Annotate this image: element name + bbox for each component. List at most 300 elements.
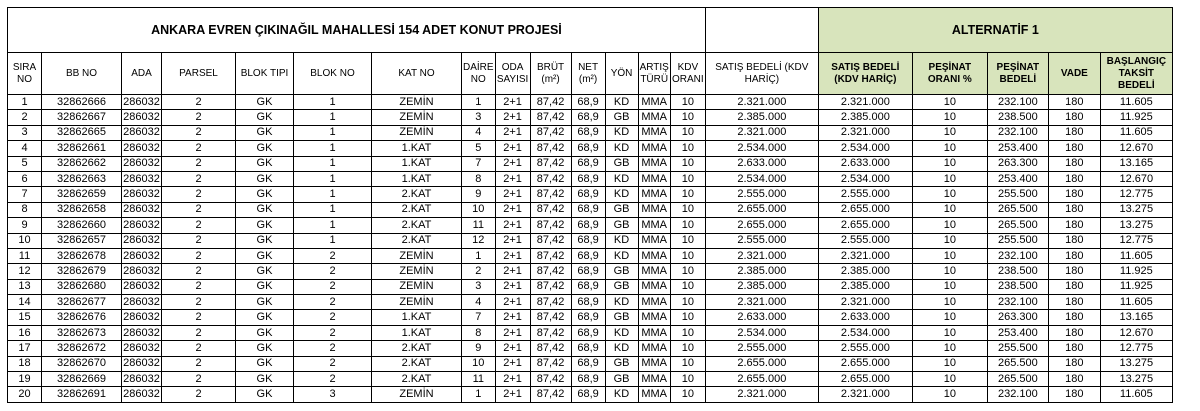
housing-price-table bbox=[7, 7, 1173, 403]
cell-artis-turu: MMA bbox=[638, 356, 670, 371]
cell-yon: GB bbox=[605, 356, 638, 371]
cell-net-m2: 68,9 bbox=[571, 341, 605, 356]
cell-ada: 286032 bbox=[122, 310, 162, 325]
cell-yon: KD bbox=[605, 325, 638, 340]
cell-satis-bedeli: 2.633.000 bbox=[705, 156, 818, 171]
cell-brut-m2: 87,42 bbox=[530, 387, 571, 402]
cell-yon: KD bbox=[605, 125, 638, 140]
cell-satis-bedeli: 2.385.000 bbox=[705, 279, 818, 294]
cell-pesinat-orani: 10 bbox=[912, 264, 987, 279]
cell-brut-m2: 87,42 bbox=[530, 372, 571, 387]
cell-kat-no: 2.KAT bbox=[372, 218, 462, 233]
cell-parsel: 2 bbox=[162, 341, 236, 356]
cell-sira-no: 4 bbox=[8, 141, 42, 156]
header-sira-no: SIRA NO bbox=[8, 53, 42, 95]
cell-bb-no: 32862669 bbox=[42, 372, 122, 387]
cell-baslangic-taksit-bedeli: 13.275 bbox=[1100, 372, 1172, 387]
cell-artis-turu: MMA bbox=[638, 171, 670, 186]
cell-blok-tipi: GK bbox=[236, 202, 294, 217]
cell-vade: 180 bbox=[1048, 156, 1100, 171]
cell-blok-tipi: GK bbox=[236, 279, 294, 294]
cell-pesinat-bedeli: 265.500 bbox=[987, 372, 1048, 387]
cell-oda-sayisi: 2+1 bbox=[495, 218, 530, 233]
cell-oda-sayisi: 2+1 bbox=[495, 202, 530, 217]
cell-kat-no: 1.KAT bbox=[372, 156, 462, 171]
cell-ada: 286032 bbox=[122, 233, 162, 248]
cell-baslangic-taksit-bedeli: 13.275 bbox=[1100, 202, 1172, 217]
cell-kat-no: 1.KAT bbox=[372, 325, 462, 340]
cell-net-m2: 68,9 bbox=[571, 372, 605, 387]
cell-vade: 180 bbox=[1048, 341, 1100, 356]
cell-alt-satis-bedeli: 2.633.000 bbox=[818, 156, 912, 171]
cell-parsel: 2 bbox=[162, 387, 236, 402]
table-row bbox=[8, 171, 1173, 186]
cell-baslangic-taksit-bedeli: 12.670 bbox=[1100, 325, 1172, 340]
cell-ada: 286032 bbox=[122, 110, 162, 125]
cell-artis-turu: MMA bbox=[638, 325, 670, 340]
cell-satis-bedeli: 2.385.000 bbox=[705, 264, 818, 279]
cell-yon: KD bbox=[605, 387, 638, 402]
table-row bbox=[8, 156, 1173, 171]
table-row bbox=[8, 356, 1173, 371]
cell-blok-no: 1 bbox=[294, 202, 372, 217]
cell-bb-no: 32862660 bbox=[42, 218, 122, 233]
cell-pesinat-bedeli: 263.300 bbox=[987, 310, 1048, 325]
cell-baslangic-taksit-bedeli: 12.775 bbox=[1100, 187, 1172, 202]
cell-sira-no: 7 bbox=[8, 187, 42, 202]
cell-parsel: 2 bbox=[162, 171, 236, 186]
cell-ada: 286032 bbox=[122, 264, 162, 279]
cell-kat-no: 1.KAT bbox=[372, 141, 462, 156]
cell-parsel: 2 bbox=[162, 264, 236, 279]
cell-pesinat-orani: 10 bbox=[912, 387, 987, 402]
cell-ada: 286032 bbox=[122, 95, 162, 110]
table-row bbox=[8, 187, 1173, 202]
cell-bb-no: 32862678 bbox=[42, 248, 122, 263]
cell-sira-no: 5 bbox=[8, 156, 42, 171]
cell-baslangic-taksit-bedeli: 11.605 bbox=[1100, 387, 1172, 402]
cell-daire-no: 9 bbox=[462, 187, 496, 202]
cell-bb-no: 32862670 bbox=[42, 356, 122, 371]
cell-yon: KD bbox=[605, 95, 638, 110]
cell-satis-bedeli: 2.321.000 bbox=[705, 295, 818, 310]
cell-ada: 286032 bbox=[122, 341, 162, 356]
cell-pesinat-orani: 10 bbox=[912, 187, 987, 202]
cell-brut-m2: 87,42 bbox=[530, 141, 571, 156]
cell-daire-no: 4 bbox=[462, 125, 496, 140]
table-row bbox=[8, 341, 1173, 356]
cell-yon: KD bbox=[605, 248, 638, 263]
cell-sira-no: 8 bbox=[8, 202, 42, 217]
cell-pesinat-orani: 10 bbox=[912, 156, 987, 171]
cell-vade: 180 bbox=[1048, 279, 1100, 294]
cell-oda-sayisi: 2+1 bbox=[495, 325, 530, 340]
header-bb-no: BB NO bbox=[42, 53, 122, 95]
cell-bb-no: 32862658 bbox=[42, 202, 122, 217]
cell-kdv-orani: 10 bbox=[670, 110, 705, 125]
cell-blok-no: 1 bbox=[294, 233, 372, 248]
cell-daire-no: 7 bbox=[462, 156, 496, 171]
cell-artis-turu: MMA bbox=[638, 341, 670, 356]
cell-kat-no: 2.KAT bbox=[372, 372, 462, 387]
cell-blok-no: 2 bbox=[294, 341, 372, 356]
cell-parsel: 2 bbox=[162, 372, 236, 387]
cell-satis-bedeli: 2.555.000 bbox=[705, 341, 818, 356]
table-row bbox=[8, 295, 1173, 310]
cell-daire-no: 1 bbox=[462, 248, 496, 263]
cell-baslangic-taksit-bedeli: 12.775 bbox=[1100, 233, 1172, 248]
cell-brut-m2: 87,42 bbox=[530, 156, 571, 171]
cell-yon: KD bbox=[605, 141, 638, 156]
cell-brut-m2: 87,42 bbox=[530, 325, 571, 340]
cell-brut-m2: 87,42 bbox=[530, 356, 571, 371]
cell-sira-no: 19 bbox=[8, 372, 42, 387]
cell-sira-no: 13 bbox=[8, 279, 42, 294]
cell-blok-no: 1 bbox=[294, 95, 372, 110]
cell-alt-satis-bedeli: 2.321.000 bbox=[818, 125, 912, 140]
cell-daire-no: 11 bbox=[462, 218, 496, 233]
cell-yon: KD bbox=[605, 171, 638, 186]
cell-oda-sayisi: 2+1 bbox=[495, 341, 530, 356]
header-parsel: PARSEL bbox=[162, 53, 236, 95]
cell-baslangic-taksit-bedeli: 11.605 bbox=[1100, 125, 1172, 140]
cell-kdv-orani: 10 bbox=[670, 187, 705, 202]
cell-brut-m2: 87,42 bbox=[530, 310, 571, 325]
cell-brut-m2: 87,42 bbox=[530, 279, 571, 294]
cell-blok-tipi: GK bbox=[236, 233, 294, 248]
cell-pesinat-bedeli: 232.100 bbox=[987, 248, 1048, 263]
cell-alt-satis-bedeli: 2.534.000 bbox=[818, 171, 912, 186]
cell-satis-bedeli: 2.321.000 bbox=[705, 387, 818, 402]
cell-pesinat-orani: 10 bbox=[912, 279, 987, 294]
cell-kdv-orani: 10 bbox=[670, 141, 705, 156]
cell-sira-no: 2 bbox=[8, 110, 42, 125]
cell-vade: 180 bbox=[1048, 356, 1100, 371]
cell-pesinat-bedeli: 232.100 bbox=[987, 295, 1048, 310]
table-row bbox=[8, 372, 1173, 387]
cell-ada: 286032 bbox=[122, 325, 162, 340]
cell-daire-no: 1 bbox=[462, 387, 496, 402]
cell-pesinat-orani: 10 bbox=[912, 218, 987, 233]
table-row bbox=[8, 110, 1173, 125]
cell-kat-no: 2.KAT bbox=[372, 233, 462, 248]
cell-kat-no: ZEMİN bbox=[372, 387, 462, 402]
cell-blok-no: 2 bbox=[294, 372, 372, 387]
cell-artis-turu: MMA bbox=[638, 372, 670, 387]
cell-sira-no: 20 bbox=[8, 387, 42, 402]
cell-baslangic-taksit-bedeli: 11.925 bbox=[1100, 264, 1172, 279]
cell-artis-turu: MMA bbox=[638, 95, 670, 110]
cell-bb-no: 32862663 bbox=[42, 171, 122, 186]
cell-satis-bedeli: 2.534.000 bbox=[705, 325, 818, 340]
project-title: ANKARA EVREN ÇIKINAĞIL MAHALLESİ 154 ADET KONUT PROJESİ bbox=[8, 8, 706, 53]
cell-blok-tipi: GK bbox=[236, 341, 294, 356]
cell-ada: 286032 bbox=[122, 141, 162, 156]
cell-pesinat-bedeli: 232.100 bbox=[987, 95, 1048, 110]
cell-daire-no: 2 bbox=[462, 264, 496, 279]
cell-brut-m2: 87,42 bbox=[530, 110, 571, 125]
cell-baslangic-taksit-bedeli: 13.275 bbox=[1100, 356, 1172, 371]
cell-alt-satis-bedeli: 2.633.000 bbox=[818, 310, 912, 325]
title-row bbox=[8, 8, 1173, 53]
cell-pesinat-bedeli: 255.500 bbox=[987, 187, 1048, 202]
cell-baslangic-taksit-bedeli: 12.670 bbox=[1100, 171, 1172, 186]
cell-daire-no: 5 bbox=[462, 141, 496, 156]
cell-baslangic-taksit-bedeli: 13.165 bbox=[1100, 156, 1172, 171]
cell-sira-no: 16 bbox=[8, 325, 42, 340]
cell-alt-satis-bedeli: 2.321.000 bbox=[818, 248, 912, 263]
cell-blok-tipi: GK bbox=[236, 325, 294, 340]
cell-blok-tipi: GK bbox=[236, 356, 294, 371]
cell-blok-tipi: GK bbox=[236, 95, 294, 110]
cell-vade: 180 bbox=[1048, 125, 1100, 140]
cell-parsel: 2 bbox=[162, 125, 236, 140]
cell-pesinat-bedeli: 265.500 bbox=[987, 218, 1048, 233]
cell-net-m2: 68,9 bbox=[571, 387, 605, 402]
cell-pesinat-orani: 10 bbox=[912, 295, 987, 310]
cell-vade: 180 bbox=[1048, 187, 1100, 202]
cell-satis-bedeli: 2.655.000 bbox=[705, 372, 818, 387]
cell-blok-tipi: GK bbox=[236, 248, 294, 263]
cell-ada: 286032 bbox=[122, 248, 162, 263]
cell-kat-no: ZEMİN bbox=[372, 295, 462, 310]
header-alt-satis-bedeli: SATIŞ BEDELİ (KDV HARİÇ) bbox=[818, 53, 912, 95]
cell-kat-no: 2.KAT bbox=[372, 187, 462, 202]
cell-yon: KD bbox=[605, 295, 638, 310]
cell-pesinat-orani: 10 bbox=[912, 233, 987, 248]
cell-bb-no: 32862680 bbox=[42, 279, 122, 294]
cell-pesinat-bedeli: 253.400 bbox=[987, 325, 1048, 340]
header-net-m2: NET (m²) bbox=[571, 53, 605, 95]
header-blok-tipi: BLOK TIPI bbox=[236, 53, 294, 95]
cell-yon: GB bbox=[605, 156, 638, 171]
cell-kdv-orani: 10 bbox=[670, 125, 705, 140]
cell-parsel: 2 bbox=[162, 95, 236, 110]
cell-daire-no: 1 bbox=[462, 95, 496, 110]
table-row bbox=[8, 325, 1173, 340]
cell-yon: KD bbox=[605, 341, 638, 356]
cell-artis-turu: MMA bbox=[638, 218, 670, 233]
cell-oda-sayisi: 2+1 bbox=[495, 295, 530, 310]
cell-brut-m2: 87,42 bbox=[530, 202, 571, 217]
cell-pesinat-orani: 10 bbox=[912, 171, 987, 186]
cell-blok-no: 1 bbox=[294, 125, 372, 140]
cell-ada: 286032 bbox=[122, 156, 162, 171]
cell-bb-no: 32862672 bbox=[42, 341, 122, 356]
table-row bbox=[8, 279, 1173, 294]
cell-kdv-orani: 10 bbox=[670, 325, 705, 340]
cell-parsel: 2 bbox=[162, 233, 236, 248]
cell-blok-tipi: GK bbox=[236, 187, 294, 202]
cell-parsel: 2 bbox=[162, 187, 236, 202]
cell-brut-m2: 87,42 bbox=[530, 171, 571, 186]
cell-oda-sayisi: 2+1 bbox=[495, 387, 530, 402]
cell-net-m2: 68,9 bbox=[571, 141, 605, 156]
cell-artis-turu: MMA bbox=[638, 295, 670, 310]
cell-brut-m2: 87,42 bbox=[530, 264, 571, 279]
cell-satis-bedeli: 2.655.000 bbox=[705, 202, 818, 217]
cell-kdv-orani: 10 bbox=[670, 295, 705, 310]
cell-satis-bedeli: 2.555.000 bbox=[705, 233, 818, 248]
cell-artis-turu: MMA bbox=[638, 248, 670, 263]
cell-kdv-orani: 10 bbox=[670, 156, 705, 171]
cell-artis-turu: MMA bbox=[638, 279, 670, 294]
cell-daire-no: 10 bbox=[462, 356, 496, 371]
cell-vade: 180 bbox=[1048, 202, 1100, 217]
cell-pesinat-bedeli: 255.500 bbox=[987, 233, 1048, 248]
cell-blok-no: 2 bbox=[294, 264, 372, 279]
cell-parsel: 2 bbox=[162, 279, 236, 294]
cell-alt-satis-bedeli: 2.321.000 bbox=[818, 95, 912, 110]
cell-ada: 286032 bbox=[122, 387, 162, 402]
cell-bb-no: 32862659 bbox=[42, 187, 122, 202]
cell-alt-satis-bedeli: 2.655.000 bbox=[818, 218, 912, 233]
header-ada: ADA bbox=[122, 53, 162, 95]
cell-alt-satis-bedeli: 2.385.000 bbox=[818, 110, 912, 125]
header-daire-no: DAİRE NO bbox=[462, 53, 496, 95]
cell-kat-no: 2.KAT bbox=[372, 202, 462, 217]
cell-blok-tipi: GK bbox=[236, 310, 294, 325]
cell-blok-no: 1 bbox=[294, 141, 372, 156]
cell-kat-no: 2.KAT bbox=[372, 356, 462, 371]
cell-yon: GB bbox=[605, 202, 638, 217]
cell-baslangic-taksit-bedeli: 12.775 bbox=[1100, 341, 1172, 356]
cell-brut-m2: 87,42 bbox=[530, 295, 571, 310]
cell-blok-tipi: GK bbox=[236, 218, 294, 233]
cell-oda-sayisi: 2+1 bbox=[495, 279, 530, 294]
cell-yon: GB bbox=[605, 372, 638, 387]
cell-artis-turu: MMA bbox=[638, 125, 670, 140]
cell-oda-sayisi: 2+1 bbox=[495, 264, 530, 279]
cell-bb-no: 32862665 bbox=[42, 125, 122, 140]
cell-satis-bedeli: 2.655.000 bbox=[705, 218, 818, 233]
cell-artis-turu: MMA bbox=[638, 156, 670, 171]
cell-pesinat-orani: 10 bbox=[912, 341, 987, 356]
cell-vade: 180 bbox=[1048, 325, 1100, 340]
cell-vade: 180 bbox=[1048, 264, 1100, 279]
cell-blok-no: 2 bbox=[294, 279, 372, 294]
cell-artis-turu: MMA bbox=[638, 202, 670, 217]
cell-kat-no: ZEMİN bbox=[372, 264, 462, 279]
table-row bbox=[8, 125, 1173, 140]
cell-daire-no: 7 bbox=[462, 310, 496, 325]
cell-oda-sayisi: 2+1 bbox=[495, 310, 530, 325]
cell-net-m2: 68,9 bbox=[571, 125, 605, 140]
cell-net-m2: 68,9 bbox=[571, 279, 605, 294]
cell-kat-no: 1.KAT bbox=[372, 171, 462, 186]
cell-oda-sayisi: 2+1 bbox=[495, 156, 530, 171]
cell-pesinat-orani: 10 bbox=[912, 125, 987, 140]
cell-ada: 286032 bbox=[122, 125, 162, 140]
cell-sira-no: 15 bbox=[8, 310, 42, 325]
cell-kdv-orani: 10 bbox=[670, 372, 705, 387]
cell-yon: GB bbox=[605, 110, 638, 125]
cell-blok-tipi: GK bbox=[236, 387, 294, 402]
cell-bb-no: 32862677 bbox=[42, 295, 122, 310]
cell-oda-sayisi: 2+1 bbox=[495, 372, 530, 387]
cell-yon: KD bbox=[605, 233, 638, 248]
cell-brut-m2: 87,42 bbox=[530, 248, 571, 263]
cell-pesinat-orani: 10 bbox=[912, 141, 987, 156]
cell-brut-m2: 87,42 bbox=[530, 125, 571, 140]
cell-kdv-orani: 10 bbox=[670, 171, 705, 186]
table-row bbox=[8, 141, 1173, 156]
cell-sira-no: 3 bbox=[8, 125, 42, 140]
cell-pesinat-bedeli: 253.400 bbox=[987, 141, 1048, 156]
cell-kat-no: ZEMİN bbox=[372, 248, 462, 263]
cell-sira-no: 18 bbox=[8, 356, 42, 371]
cell-alt-satis-bedeli: 2.655.000 bbox=[818, 372, 912, 387]
cell-satis-bedeli: 2.633.000 bbox=[705, 310, 818, 325]
cell-bb-no: 32862666 bbox=[42, 95, 122, 110]
cell-yon: GB bbox=[605, 218, 638, 233]
cell-satis-bedeli: 2.321.000 bbox=[705, 248, 818, 263]
cell-alt-satis-bedeli: 2.385.000 bbox=[818, 279, 912, 294]
cell-net-m2: 68,9 bbox=[571, 202, 605, 217]
cell-baslangic-taksit-bedeli: 11.925 bbox=[1100, 279, 1172, 294]
cell-oda-sayisi: 2+1 bbox=[495, 233, 530, 248]
cell-artis-turu: MMA bbox=[638, 141, 670, 156]
cell-kdv-orani: 10 bbox=[670, 310, 705, 325]
cell-blok-no: 2 bbox=[294, 325, 372, 340]
cell-baslangic-taksit-bedeli: 13.275 bbox=[1100, 218, 1172, 233]
cell-vade: 180 bbox=[1048, 218, 1100, 233]
cell-bb-no: 32862657 bbox=[42, 233, 122, 248]
cell-kat-no: ZEMİN bbox=[372, 95, 462, 110]
cell-satis-bedeli: 2.534.000 bbox=[705, 171, 818, 186]
cell-vade: 180 bbox=[1048, 141, 1100, 156]
cell-vade: 180 bbox=[1048, 372, 1100, 387]
cell-ada: 286032 bbox=[122, 295, 162, 310]
header-pesinat-bedeli: PEŞİNAT BEDELİ bbox=[987, 53, 1048, 95]
cell-oda-sayisi: 2+1 bbox=[495, 110, 530, 125]
cell-yon: GB bbox=[605, 264, 638, 279]
cell-pesinat-bedeli: 238.500 bbox=[987, 279, 1048, 294]
table-row bbox=[8, 233, 1173, 248]
cell-oda-sayisi: 2+1 bbox=[495, 171, 530, 186]
cell-bb-no: 32862676 bbox=[42, 310, 122, 325]
cell-blok-tipi: GK bbox=[236, 156, 294, 171]
cell-artis-turu: MMA bbox=[638, 387, 670, 402]
cell-alt-satis-bedeli: 2.555.000 bbox=[818, 187, 912, 202]
cell-alt-satis-bedeli: 2.534.000 bbox=[818, 141, 912, 156]
cell-parsel: 2 bbox=[162, 325, 236, 340]
table-row bbox=[8, 264, 1173, 279]
cell-blok-no: 2 bbox=[294, 310, 372, 325]
cell-alt-satis-bedeli: 2.655.000 bbox=[818, 202, 912, 217]
cell-pesinat-orani: 10 bbox=[912, 202, 987, 217]
cell-daire-no: 11 bbox=[462, 372, 496, 387]
header-vade: VADE bbox=[1048, 53, 1100, 95]
cell-blok-tipi: GK bbox=[236, 110, 294, 125]
cell-pesinat-bedeli: 265.500 bbox=[987, 356, 1048, 371]
cell-kdv-orani: 10 bbox=[670, 387, 705, 402]
cell-vade: 180 bbox=[1048, 110, 1100, 125]
cell-vade: 180 bbox=[1048, 295, 1100, 310]
cell-sira-no: 10 bbox=[8, 233, 42, 248]
cell-satis-bedeli: 2.321.000 bbox=[705, 95, 818, 110]
cell-kat-no: ZEMİN bbox=[372, 110, 462, 125]
header-brut-m2: BRÜT (m²) bbox=[530, 53, 571, 95]
cell-pesinat-bedeli: 265.500 bbox=[987, 202, 1048, 217]
cell-pesinat-bedeli: 232.100 bbox=[987, 125, 1048, 140]
cell-satis-bedeli: 2.534.000 bbox=[705, 141, 818, 156]
header-artis-turu: ARTIŞ TÜRÜ bbox=[638, 53, 670, 95]
cell-parsel: 2 bbox=[162, 202, 236, 217]
cell-parsel: 2 bbox=[162, 141, 236, 156]
cell-daire-no: 8 bbox=[462, 171, 496, 186]
cell-ada: 286032 bbox=[122, 202, 162, 217]
